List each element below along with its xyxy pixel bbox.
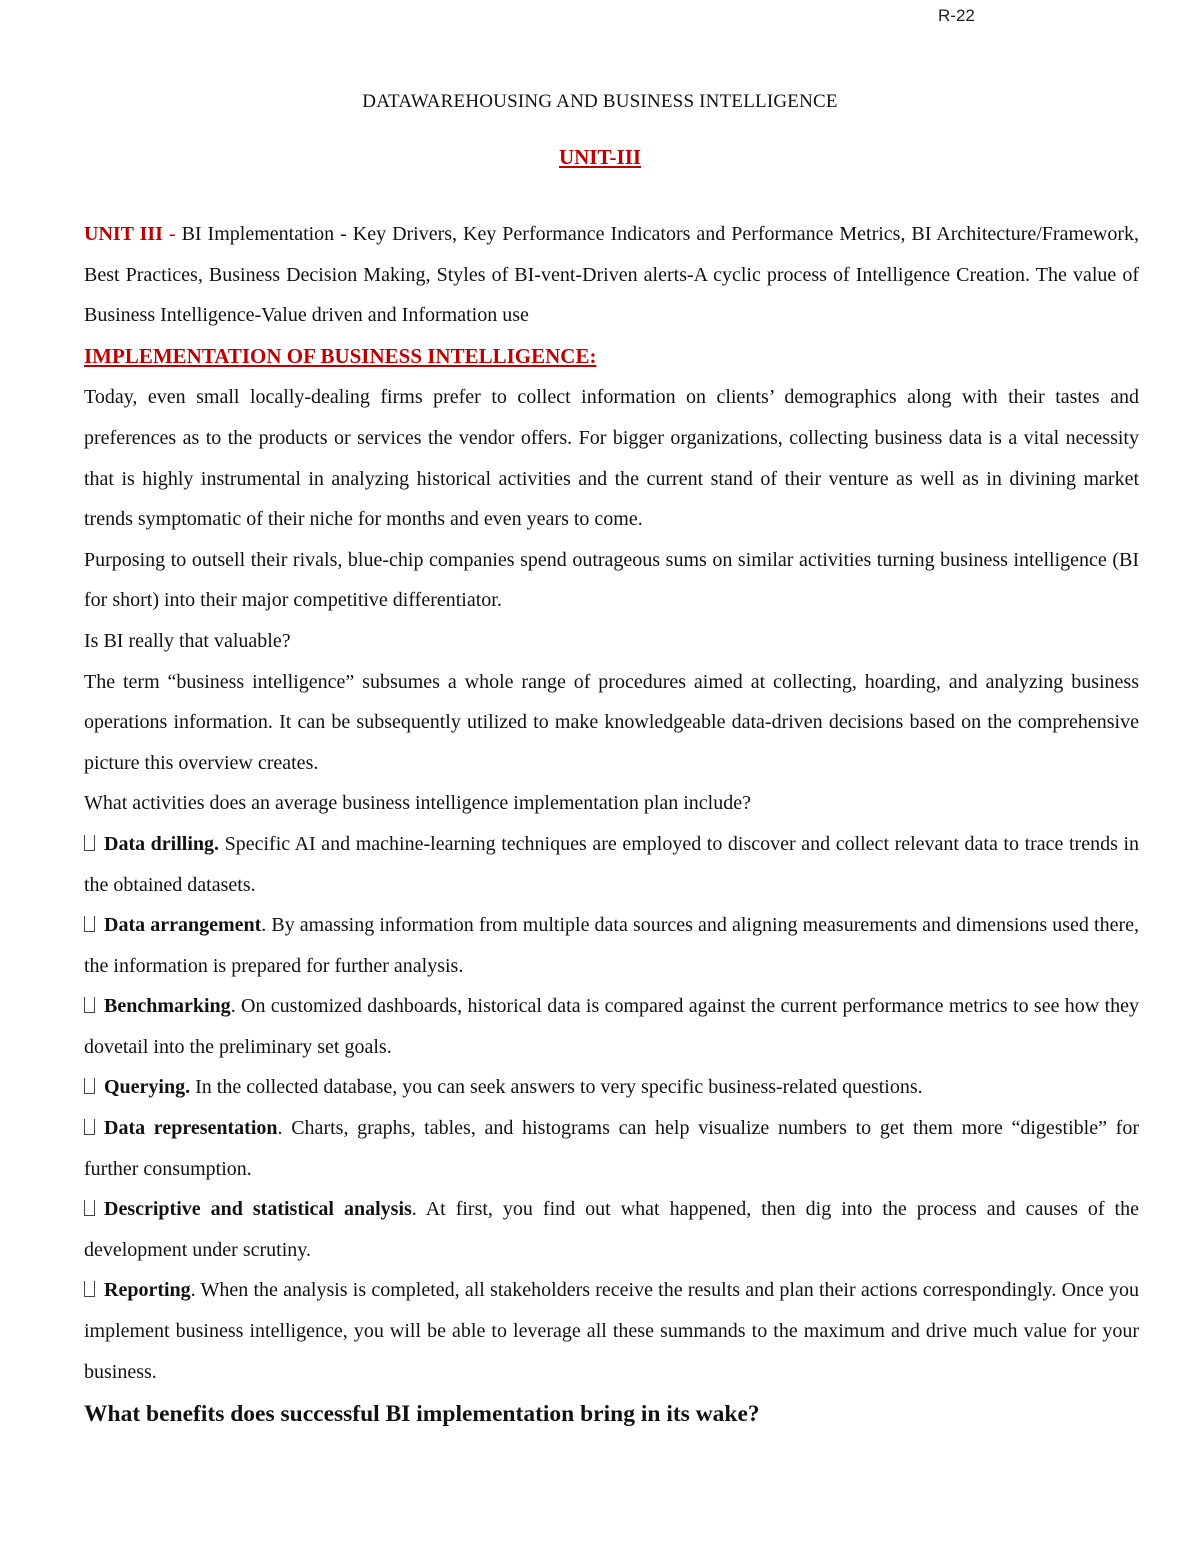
section-heading-line: [84, 336, 1139, 378]
bullet-item: [84, 1270, 1139, 1392]
bullet-text: . By amassing information from multiple data sources and aligning measurements and dimensions used there, the information is prepared for further analysis.: [84, 914, 1139, 977]
bullet-text: . At first, you find out what happened, then dig into the process and causes of the development under scrutiny.: [84, 1198, 1139, 1261]
syllabus-paragraph: [84, 214, 1139, 336]
bullet-box-icon: [84, 916, 95, 932]
paragraph: The term “business intelligence” subsumes a whole range of procedures aimed at collecting, hoarding, and analyzing business operations information. It can be subsequently utilized to make knowledgeable data-driven decisions based on the comprehensive picture this overview creates.: [84, 670, 1139, 774]
bullet-item: [84, 1067, 1139, 1108]
bullet-text: In the collected database, you can seek answers to very specific business-related questions.: [190, 1076, 923, 1099]
document-title: DATAWAREHOUSING AND BUSINESS INTELLIGENCE: [362, 91, 838, 112]
closing-heading: What benefits does successful BI implementation bring in its wake?: [84, 1401, 760, 1428]
bullet-box-icon: [84, 1281, 95, 1297]
bullet-term: Data arrangement: [104, 914, 262, 937]
paragraph: Purposing to outsell their rivals, blue-chip companies spend outrageous sums on similar activities turning business intelligence (BI for short) into their major competitive differentiator.: [84, 548, 1139, 612]
page-code: R-22: [938, 6, 975, 25]
bullet-item: [84, 905, 1139, 986]
bullet-text: Specific AI and machine-learning techniques are employed to discover and collect relevant data to trace trends in the obtained datasets.: [84, 832, 1140, 896]
syllabus-dash: -: [162, 223, 182, 245]
bullet-term: Data representation: [104, 1117, 278, 1140]
bullet-box-icon: [84, 1078, 95, 1094]
bullet-term: Reporting: [104, 1279, 191, 1302]
paragraph: Today, even small locally-dealing firms prefer to collect information on clients’ demographics along with their tastes and preferences as to the products or services the vendor offers. For bigger organizations, collecting business data is a vital necessity that is highly instrumental in analyzing historical activities and the current stand of their venture as well as in divining market trends symptomatic of their niche for months and even years to come.: [84, 386, 1139, 531]
unit-heading: UNIT-III: [558, 145, 642, 169]
bullet-text: . When the analysis is completed, all stakeholders receive the results and plan their actions correspondingly. Once you implement business intelligence, you will be able to leverage all these summands to the maximum and drive much value for your business.: [84, 1279, 1139, 1383]
document-body: [84, 214, 1139, 1436]
bullet-term: Data drilling.: [104, 832, 220, 855]
bullet-item: [84, 824, 1139, 905]
bullet-term: Benchmarking: [104, 995, 231, 1018]
paragraph: Is BI really that valuable?: [84, 629, 291, 652]
bullet-term: Descriptive and statistical analysis: [104, 1198, 412, 1221]
bullet-box-icon: [84, 1200, 95, 1216]
bullet-box-icon: [84, 1119, 95, 1135]
bullet-item: [84, 986, 1139, 1067]
bullet-item: [84, 1189, 1139, 1270]
bullet-term: Querying.: [104, 1076, 191, 1099]
bullet-box-icon: [84, 835, 95, 851]
syllabus-label: UNIT III: [84, 223, 163, 245]
syllabus-text: BI Implementation - Key Drivers, Key Performance Indicators and Performance Metrics, BI Architecture/Framework, Best Practices, Business Decision Making, Styles of BI-vent-Driven alerts-A cyclic process of Intelligence Creation. The value of Business Intelligence-Value driven and Information use: [84, 223, 1139, 327]
bullet-item: [84, 1108, 1139, 1189]
bullet-text: . Charts, graphs, tables, and histograms can help visualize numbers to get them more “digestible” for further consumption.: [84, 1117, 1140, 1180]
section-heading: IMPLEMENTATION OF BUSINESS INTELLIGENCE:: [84, 343, 597, 368]
bullet-box-icon: [84, 997, 95, 1013]
bullet-text: . On customized dashboards, historical data is compared against the current performance metrics to see how they dovetail into the preliminary set goals.: [84, 995, 1139, 1058]
paragraph: What activities does an average business intelligence implementation plan include?: [84, 792, 751, 815]
